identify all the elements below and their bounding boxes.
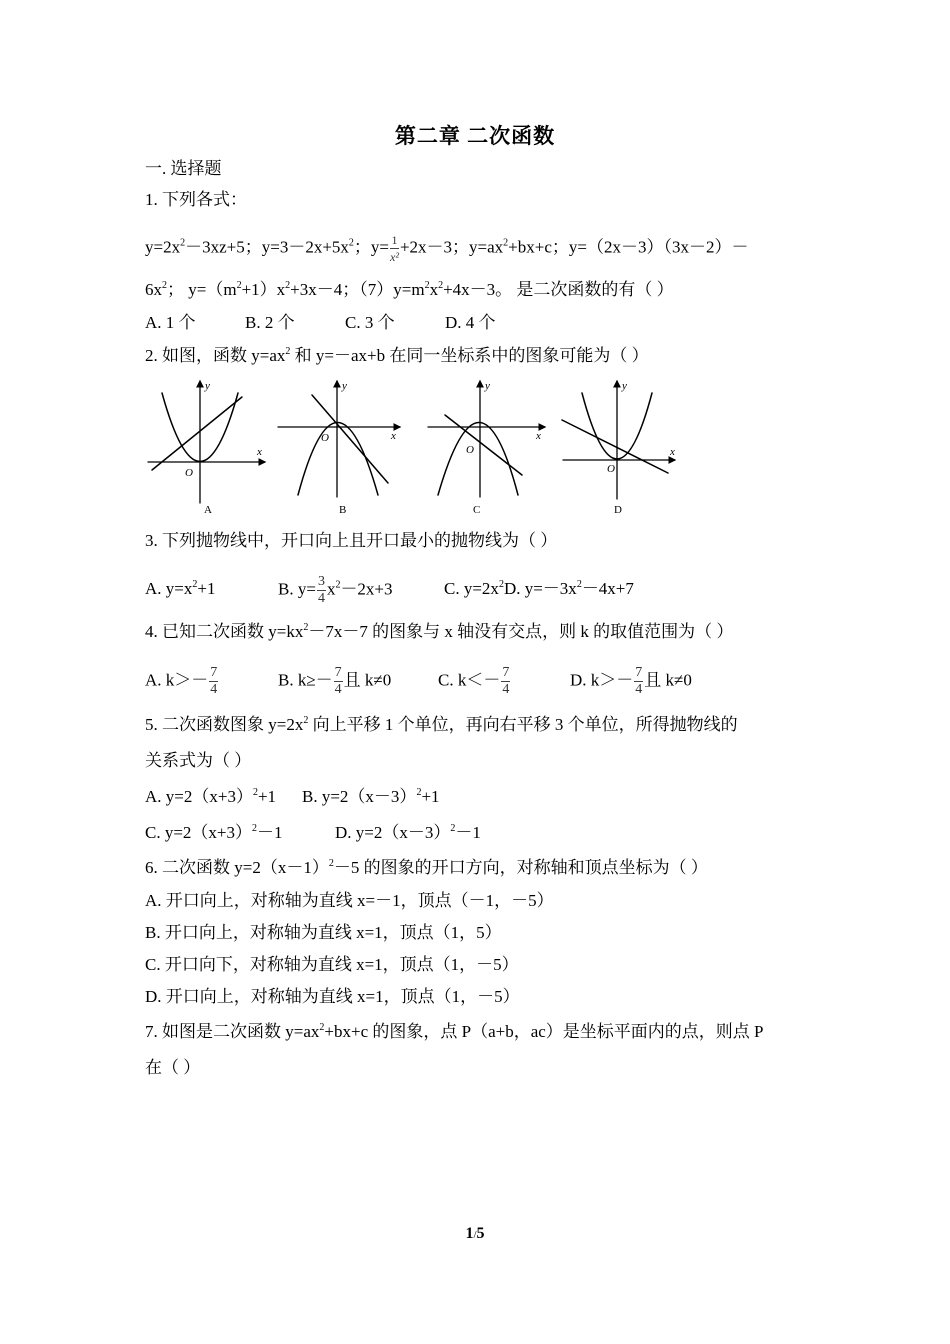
q6-option-d: D. 开口向上，对称轴为直线 x=1，顶点（1，－5） [145, 987, 520, 1006]
q1-option-d: D. 4 个 [445, 313, 496, 332]
graph-b-label: B [339, 504, 347, 516]
q4-option-d: D. k＞－ $\frac{7}{4}$ 且 k≠0 [570, 665, 692, 697]
graph-d-y-label: y [622, 380, 627, 392]
q2-stem: 2. 如图，函数 $y=ax^2$ 和 y=－ax+b 在同一坐标系中的图象可能为（ ） [145, 346, 649, 365]
q6-option-a: A. 开口向上，对称轴为直线 x=－1，顶点（－1，－5） [145, 891, 554, 910]
graph-d-line [562, 420, 668, 473]
q7-stem-line2: 在（ ） [145, 1058, 201, 1077]
section-heading: 一. 选择题 [145, 159, 222, 178]
chapter-title: 第二章 二次函数 [394, 124, 556, 148]
q1-option-b: B. 2 个 [245, 313, 295, 332]
page-number: 1/5 [465, 1225, 485, 1242]
q3-option-b: B. y= $\frac{3}{4}$ $x^2-2x+3$ [278, 574, 393, 606]
q3-option-cd: C. $y=2x^2D$. $y=-3x^2-4x+7$ [444, 579, 634, 599]
graph-d-x-label: x [670, 446, 675, 458]
q7-stem-line1: 7. 如图是二次函数 $y=ax^2+bx+c$ 的图象，点 P（a+b，ac）是坐标平面内的点，则点 P [145, 1022, 764, 1041]
q6-option-b: B. 开口向上，对称轴为直线 x=1，顶点（1，5） [145, 923, 502, 942]
graph-a-y-label: y [205, 380, 210, 392]
q5-stem-line1: 5. 二次函数图象 $y=2x^2$ 向上平移 1 个单位，再向右平移 3 个单位，所得抛物线的 [145, 715, 738, 734]
q1-line2: $6x^2$； $y=(m^2+1)x^2+3x-4$；$(7)y=m^2x^2+4x-3$。 是二次函数的有（ ） [145, 280, 674, 299]
q2-graphs [140, 375, 700, 520]
q6-stem: 6. 二次函数 $y=2(x-1)^2-5$ 的图象的开口方向，对称轴和顶点坐标为（ ） [145, 858, 708, 877]
graph-a-line [152, 397, 242, 470]
q5-option-d: D. $y=2(x-3)^2-1$ [335, 823, 481, 842]
graph-b-y-label: y [342, 380, 347, 392]
graph-b-x-label: x [391, 430, 396, 442]
graph-c [428, 380, 545, 516]
graph-a-label: A [204, 504, 212, 516]
q1-stem: 1. 下列各式： [145, 190, 247, 209]
q3-options [145, 574, 634, 607]
graph-c-x-label: x [536, 430, 541, 442]
graph-c-label: C [473, 504, 481, 516]
q6-option-c: C. 开口向下，对称轴为直线 x=1，顶点（1，－5） [145, 955, 519, 974]
graph-d-label: D [614, 504, 622, 516]
q5-stem-line2: 关系式为（ ） [145, 751, 252, 770]
q3-stem: 3. 下列抛物线中，开口向上且开口最小的抛物线为（ ） [145, 531, 558, 550]
q1-option-c: C. 3 个 [345, 313, 395, 332]
q4-options [145, 665, 692, 698]
q5-option-b: B. $y=2(x-3)^2+1$ [302, 787, 440, 806]
q4-stem: 4. 已知二次函数 $y=kx^2-7x-7$ 的图象与 x 轴没有交点，则 k 的取值范围为（ ） [145, 622, 734, 641]
q1-options [145, 311, 496, 335]
q4-option-c: C. k＜－ $\frac{7}{4}$ [438, 665, 510, 697]
q4-option-b: B. k≥－ $\frac{7}{4}$ 且 k≠0 [278, 665, 392, 697]
q3-option-a: A. $y=x^2+1$ [145, 579, 216, 599]
q3-fraction: $\frac{3}{4}$ [317, 574, 325, 606]
graph-d [562, 380, 675, 516]
q5-option-a: A. $y=2(x+3)^2+1$ [145, 787, 277, 806]
graph-a-x-label: x [257, 446, 262, 458]
graph-d-origin-label: O [607, 463, 615, 475]
graph-b-origin-label: O [321, 432, 329, 444]
graph-c-parabola [438, 423, 518, 496]
graph-b-parabola [298, 423, 378, 496]
q5-option-c: C. $y=2(x+3)^2-1$ [145, 823, 283, 842]
graph-c-origin-label: O [466, 444, 474, 456]
q4-option-a: A. k＞－ $\frac{7}{4}$ [145, 665, 218, 697]
q5-options-cd [145, 821, 481, 845]
graph-a [148, 380, 265, 516]
q1-fraction: $\frac{1}{\text{x²}}$ [390, 233, 399, 264]
q5-options-ab [145, 785, 440, 809]
graph-c-y-label: y [485, 380, 490, 392]
graph-b [278, 380, 400, 516]
graph-a-origin-label: O [185, 467, 193, 479]
q1-line1: $y=2x^2-3xz+5$；$y=3-2x+5x^2$；y= $\frac{1}{\text{x²}}$ +2x－3；$y=ax^2+bx+c$；y=（2x－3）（3x－2）－ [145, 233, 749, 264]
q1-option-a: A. 1 个 [145, 313, 196, 332]
